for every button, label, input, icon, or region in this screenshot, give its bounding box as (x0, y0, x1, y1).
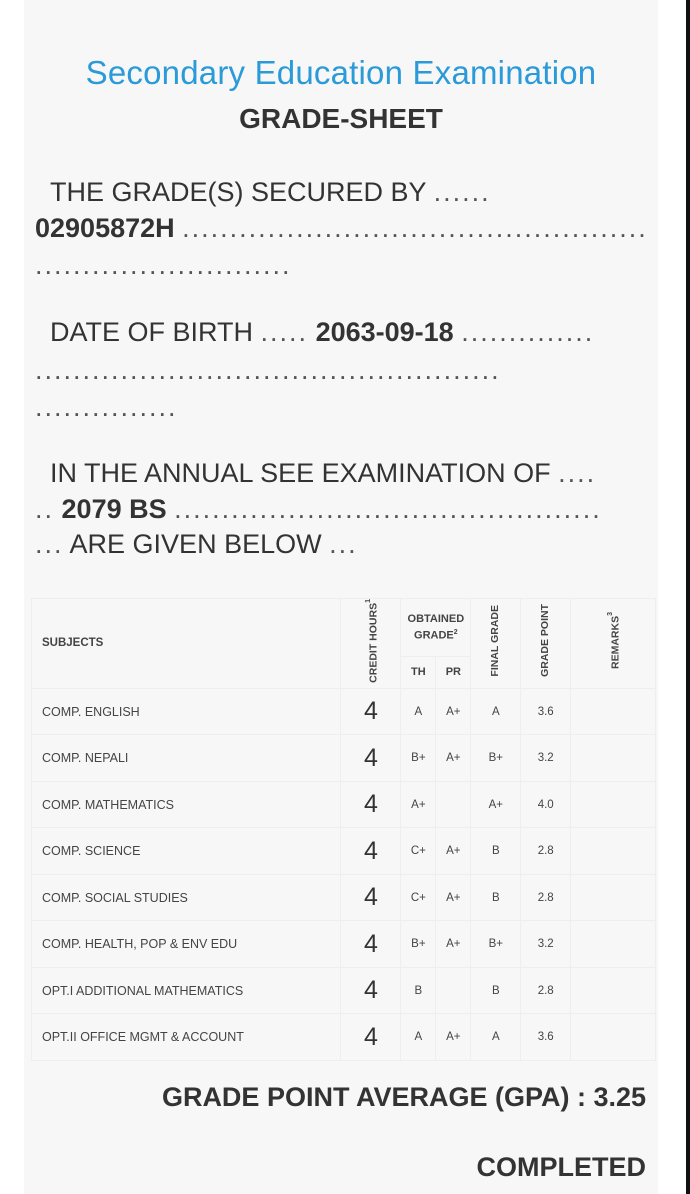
gpa-summary: GRADE POINT AVERAGE (GPA) : 3.25 (161, 1082, 646, 1112)
remarks (571, 781, 656, 828)
grade-point: 3.2 (521, 735, 571, 782)
final-grade: B (471, 874, 521, 921)
grade-point-header: GRADE POINT (521, 599, 571, 689)
table-row (32, 781, 656, 828)
final-grade: B+ (471, 921, 521, 968)
final-grade: B (471, 967, 521, 1014)
dob-value: 2063-09-18 (315, 317, 454, 347)
final-grade: A (471, 688, 521, 735)
grades-table (31, 598, 656, 1061)
credit-hours: 4 (341, 781, 401, 828)
credit-hours: 4 (341, 921, 401, 968)
theory-grade: B+ (401, 921, 436, 968)
grade-point: 2.8 (521, 828, 571, 875)
subject-name: COMP. HEALTH, POP & ENV EDU (32, 921, 341, 968)
credit-hours: 4 (341, 828, 401, 875)
credit-hours-header: CREDIT HOURS$^1$ (341, 599, 401, 689)
th-header: TH (401, 656, 436, 688)
grade-point: 3.6 (521, 688, 571, 735)
credit-hours: 4 (341, 735, 401, 782)
exam-label: IN THE ANNUAL SEE EXAMINATION OF (50, 458, 551, 488)
grade-point: 4.0 (521, 781, 571, 828)
final-grade: A (471, 1014, 521, 1061)
exam-year: 2079 BS (61, 494, 167, 524)
credit-hours: 4 (341, 874, 401, 921)
secured-by-line: THE GRADE(S) SECURED BY ...... (50, 177, 491, 207)
theory-grade: A+ (401, 781, 436, 828)
exam-line: IN THE ANNUAL SEE EXAMINATION OF .... (50, 458, 597, 488)
remarks (571, 874, 656, 921)
student-id: 02905872H (35, 213, 175, 243)
subject-name: COMP. MATHEMATICS (32, 781, 341, 828)
remarks (571, 828, 656, 875)
final-grade-header: FINAL GRADE (471, 599, 521, 689)
table-row (32, 874, 656, 921)
secured-by-label: THE GRADE(S) SECURED BY (50, 177, 427, 207)
table-row (32, 1014, 656, 1061)
subject-name: COMP. SCIENCE (32, 828, 341, 875)
status-label: COMPLETED (476, 1152, 646, 1182)
subject-name: COMP. SOCIAL STUDIES (32, 874, 341, 921)
page-title: Secondary Education Examination (85, 54, 597, 91)
remarks-header: REMARKS$^3$ (571, 599, 656, 689)
remarks (571, 967, 656, 1014)
given-below-line: ... ARE GIVEN BELOW ... (35, 529, 358, 559)
practical-grade: A+ (436, 735, 471, 782)
screen-edge (686, 0, 690, 1194)
dob-label: DATE OF BIRTH (50, 317, 254, 347)
table-row (32, 735, 656, 782)
grade-sheet (24, 0, 658, 1194)
theory-grade: B+ (401, 735, 436, 782)
practical-grade: A+ (436, 828, 471, 875)
credit-hours: 4 (341, 967, 401, 1014)
page-subtitle: GRADE-SHEET (239, 103, 443, 134)
table-row (32, 688, 656, 735)
theory-grade: A (401, 688, 436, 735)
final-grade: B (471, 828, 521, 875)
remarks (571, 921, 656, 968)
grade-point: 2.8 (521, 967, 571, 1014)
pr-header: PR (436, 656, 471, 688)
practical-grade (436, 781, 471, 828)
exam-year-line: .. 2079 BS ............................................. (35, 494, 602, 524)
final-grade: B+ (471, 735, 521, 782)
dots-line: ........................... (35, 250, 292, 280)
theory-grade: C+ (401, 828, 436, 875)
subject-name: COMP. ENGLISH (32, 688, 341, 735)
practical-grade (436, 967, 471, 1014)
practical-grade: A+ (436, 1014, 471, 1061)
theory-grade: C+ (401, 874, 436, 921)
grade-point: 2.8 (521, 874, 571, 921)
subject-name: OPT.I ADDITIONAL MATHEMATICS (32, 967, 341, 1014)
table-row (32, 967, 656, 1014)
theory-grade: B (401, 967, 436, 1014)
table-row (32, 921, 656, 968)
theory-grade: A (401, 1014, 436, 1061)
subjects-header: SUBJECTS (32, 599, 341, 689)
remarks (571, 1014, 656, 1061)
practical-grade: A+ (436, 874, 471, 921)
grade-point: 3.2 (521, 921, 571, 968)
credit-hours: 4 (341, 1014, 401, 1061)
practical-grade: A+ (436, 921, 471, 968)
subject-name: COMP. NEPALI (32, 735, 341, 782)
dob-line: DATE OF BIRTH ..... 2063-09-18 .............. (50, 317, 595, 347)
student-id-line: 02905872H ................................................. (35, 213, 648, 243)
remarks (571, 735, 656, 782)
remarks (571, 688, 656, 735)
given-below-label: ARE GIVEN BELOW (69, 529, 322, 559)
practical-grade: A+ (436, 688, 471, 735)
table-row (32, 828, 656, 875)
credit-hours: 4 (341, 688, 401, 735)
dots-line: ............... (35, 392, 178, 422)
final-grade: A+ (471, 781, 521, 828)
obtained-grade-header: OBTAINED GRADE$^2$ (401, 599, 471, 657)
grade-point: 3.6 (521, 1014, 571, 1061)
subject-name: OPT.II OFFICE MGMT & ACCOUNT (32, 1014, 341, 1061)
dots-line: ................................................. (35, 355, 501, 385)
